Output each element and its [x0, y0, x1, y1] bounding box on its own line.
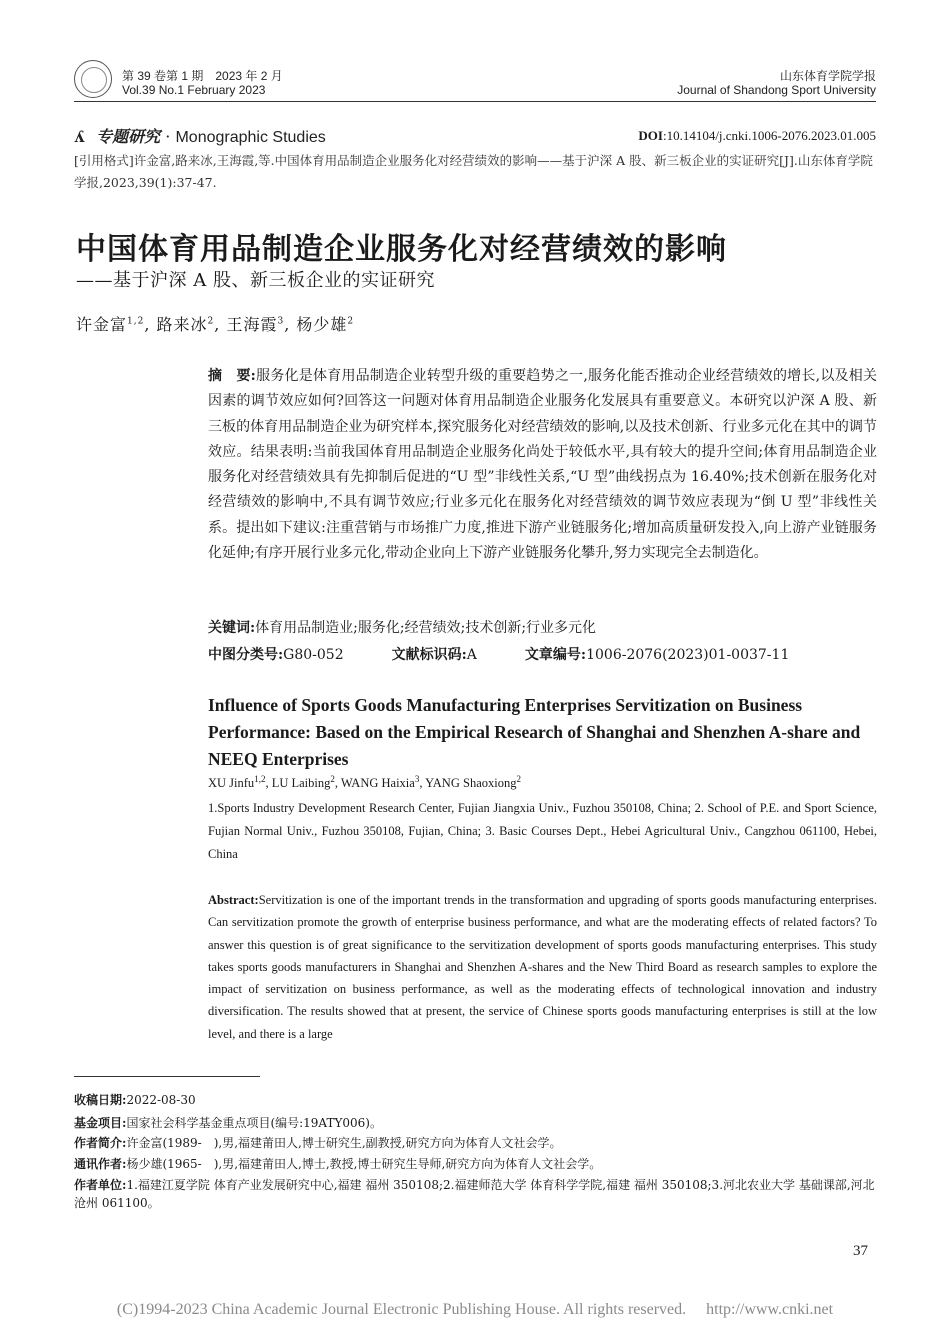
footnote-label: 收稿日期:: [74, 1093, 127, 1107]
footnote-label: 基金项目:: [74, 1116, 127, 1130]
page-number: 37: [853, 1243, 868, 1259]
english-abstract-text: Servitization is one of the important trends in the transformation and upgrading of sports goods manufacturing enterprises. Can servitization promote the growth of enterprise business performance, and what are the moderating effects of related factors? To answer this question is of great significance to the servitization development of sports goods manufacturing enterprises. This study takes sports goods manufacturers in Shanghai and Shenzhen A-shares and the New Third Board as research samples to explore the impact of servitization on business performance, as well as the moderating effects of technological innovation and industry diversification. The results showed that at present, the service of Chinese sports goods manufacturing enterprises is still at the low level, and there is a large: [208, 893, 877, 1041]
doc-code-value: A: [466, 647, 477, 663]
author-en-sep: ,: [265, 776, 272, 790]
column-separator: ·: [165, 127, 171, 146]
footnote-text: 杨少雄(1965- ),男,福建莆田人,博士,教授,博士研究生导师,研究方向为体育人文社会学。: [126, 1157, 602, 1171]
abstract-text: 服务化是体育用品制造企业转型升级的重要趋势之一,服务化能否推动企业经营绩效的增长,以及相关因素的调节效应如何?回答这一问题对体育用品制造企业服务化发展具有重要意义。本研究以沪深 A 股、新三板的体育用品制造企业为研究样本,探究服务化对经营绩效的影响,以及技术创新、行业多元化在其中的调节效应。结果表明:当前我国体育用品制造企业服务化尚处于较低水平,具有较大的提升空间;体育用品制造企业服务化对经营绩效具有先抑制后促进的“U 型”非线性关系,“U 型”曲线拐点为 16.40%;技术创新在服务化对经营绩效的影响中,不具有调节效应;行业多元化在服务化对经营绩效的调节效应表现为“倒 U 型”非线性关系。提出如下建议:注重营销与市场推广力度,推进下游产业链服务化;增加高质量研发投入,向上游产业链服务化延伸;有序开展行业多元化,带动企业向上下游产业链服务化攀升,努力实现完全去制造化。: [208, 368, 877, 562]
footnote-author-bio: [74, 1134, 876, 1152]
footnote-text: 许金富(1989- ),男,福建莆田人,博士研究生,副教授,研究方向为体育人文社会学。: [126, 1136, 562, 1150]
doi-label: DOI: [638, 128, 663, 143]
column-tag: [74, 124, 326, 147]
author-en-sep: ,: [334, 776, 341, 790]
footnote-rule: [74, 1076, 260, 1077]
author-en-sup: 1,2: [254, 773, 266, 784]
author-en-name: WANG Haixia: [340, 776, 415, 790]
column-label-zh: 专题研究: [96, 127, 161, 146]
author-sup: 2: [347, 316, 355, 327]
volume-zh: 第 39 卷第 1 期 2023 年 2 月: [122, 69, 283, 83]
author-sep: ,: [144, 315, 151, 334]
author-name: 王海霞: [226, 315, 278, 334]
footnote-text: 国家社会科学基金重点项目(编号:19ATY006)。: [126, 1116, 382, 1130]
journal-en: Journal of Shandong Sport University: [677, 83, 876, 97]
author-sup: 3: [277, 316, 285, 327]
footnote-text: 1.福建江夏学院 体育产业发展研究中心,福建 福州 350108;2.福建师范大学 体育科学学院,福建 福州 350108;3.河北农业大学 基础课部,河北 沧州 061100。: [74, 1178, 875, 1210]
citation: [引用格式]许金富,路来冰,王海霞,等.中国体育用品制造企业服务化对经营绩效的影响——基于沪深 A 股、新三板企业的实证研究[J].山东体育学院学报,2023,39(1):37-47.: [74, 153, 873, 190]
volume-en: Vol.39 No.1 February 2023: [122, 83, 266, 97]
abstract-zh: [208, 364, 877, 566]
article-no-label: 文章编号:: [524, 647, 587, 663]
header-rule: [74, 101, 876, 102]
journal-logo: [74, 60, 112, 98]
author-sup: 1,2: [127, 316, 145, 327]
volume-info: [122, 69, 283, 97]
author-en-sup: 3: [414, 773, 420, 784]
author-name: 许金富: [76, 315, 128, 334]
author-sep: ,: [214, 315, 221, 334]
classification: [208, 644, 877, 664]
english-title: Influence of Sports Goods Manufacturing Enterprises Servitization on Business Performance: Based on the Empirical Research of Shanghai and Shenzhen A-share and NEEQ Enterprises: [208, 695, 861, 769]
footnote-label: 作者单位:: [74, 1178, 127, 1192]
english-abstract-label: Abstract:: [208, 893, 259, 907]
doi: DOI:10.14104/j.cnki.1006-2076.2023.01.005: [638, 128, 876, 143]
author-sup: 2: [207, 316, 215, 327]
author-sep: ,: [284, 315, 291, 334]
abstract-label: 摘 要:: [208, 368, 256, 384]
author-en-sup: 2: [330, 773, 335, 784]
column-icon: ʎ: [74, 127, 85, 146]
column-label-en: Monographic Studies: [175, 129, 326, 146]
journal-zh: 山东体育学院学报: [779, 69, 876, 83]
footnote-label: 作者简介:: [74, 1136, 127, 1150]
author-en-sup: 2: [516, 773, 521, 784]
footnote-text: 2022-08-30: [126, 1093, 196, 1107]
footnote-received: [74, 1091, 876, 1109]
footnote-fund: [74, 1114, 876, 1132]
clc-value: G80-052: [283, 647, 344, 663]
keywords-label: 关键词:: [208, 620, 256, 636]
doi-value: 10.14104/j.cnki.1006-2076.2023.01.005: [666, 128, 876, 143]
english-abstract: [208, 889, 877, 1045]
author-name: 杨少雄: [296, 315, 348, 334]
authors-zh: [76, 312, 354, 335]
english-affiliations: 1.Sports Industry Development Research Center, Fujian Jiangxia Univ., Fuzhou 350108, China; 2. School of P.E. and Sport Science, Fujian Normal Univ., Fuzhou 350108, Fujian, China; 3. Basic Courses Dept., Hebei Agricultural Univ., Cangzhou 061100, Hebei, China: [208, 801, 877, 861]
page-title: 中国体育用品制造企业服务化对经营绩效的影响: [76, 232, 727, 267]
clc-label: 中图分类号:: [208, 647, 284, 663]
journal-name: [677, 69, 876, 97]
copyright-notice: (C)1994-2023 China Academic Journal Electronic Publishing House. All rights reserved. http://www.cnki.net: [116, 1301, 834, 1318]
doc-code-label: 文献标识码:: [391, 647, 467, 663]
keywords: [208, 617, 596, 637]
author-en-name: XU Jinfu: [208, 776, 255, 790]
footnote-label: 通讯作者:: [74, 1157, 127, 1171]
footnote-affiliation: [74, 1176, 876, 1212]
author-name: 路来冰: [156, 315, 208, 334]
footnote-corresponding: [74, 1155, 876, 1173]
page-subtitle: ——基于沪深 A 股、新三板企业的实证研究: [76, 270, 435, 291]
authors-en: [208, 773, 521, 791]
article-no-value: 1006-2076(2023)01-0037-11: [586, 647, 790, 663]
author-en-name: YANG Shaoxiong: [425, 776, 517, 790]
author-en-name: LU Laibing: [271, 776, 331, 790]
keywords-text: 体育用品制造业;服务化;经营绩效;技术创新;行业多元化: [255, 620, 597, 636]
author-en-sep: ,: [419, 776, 426, 790]
